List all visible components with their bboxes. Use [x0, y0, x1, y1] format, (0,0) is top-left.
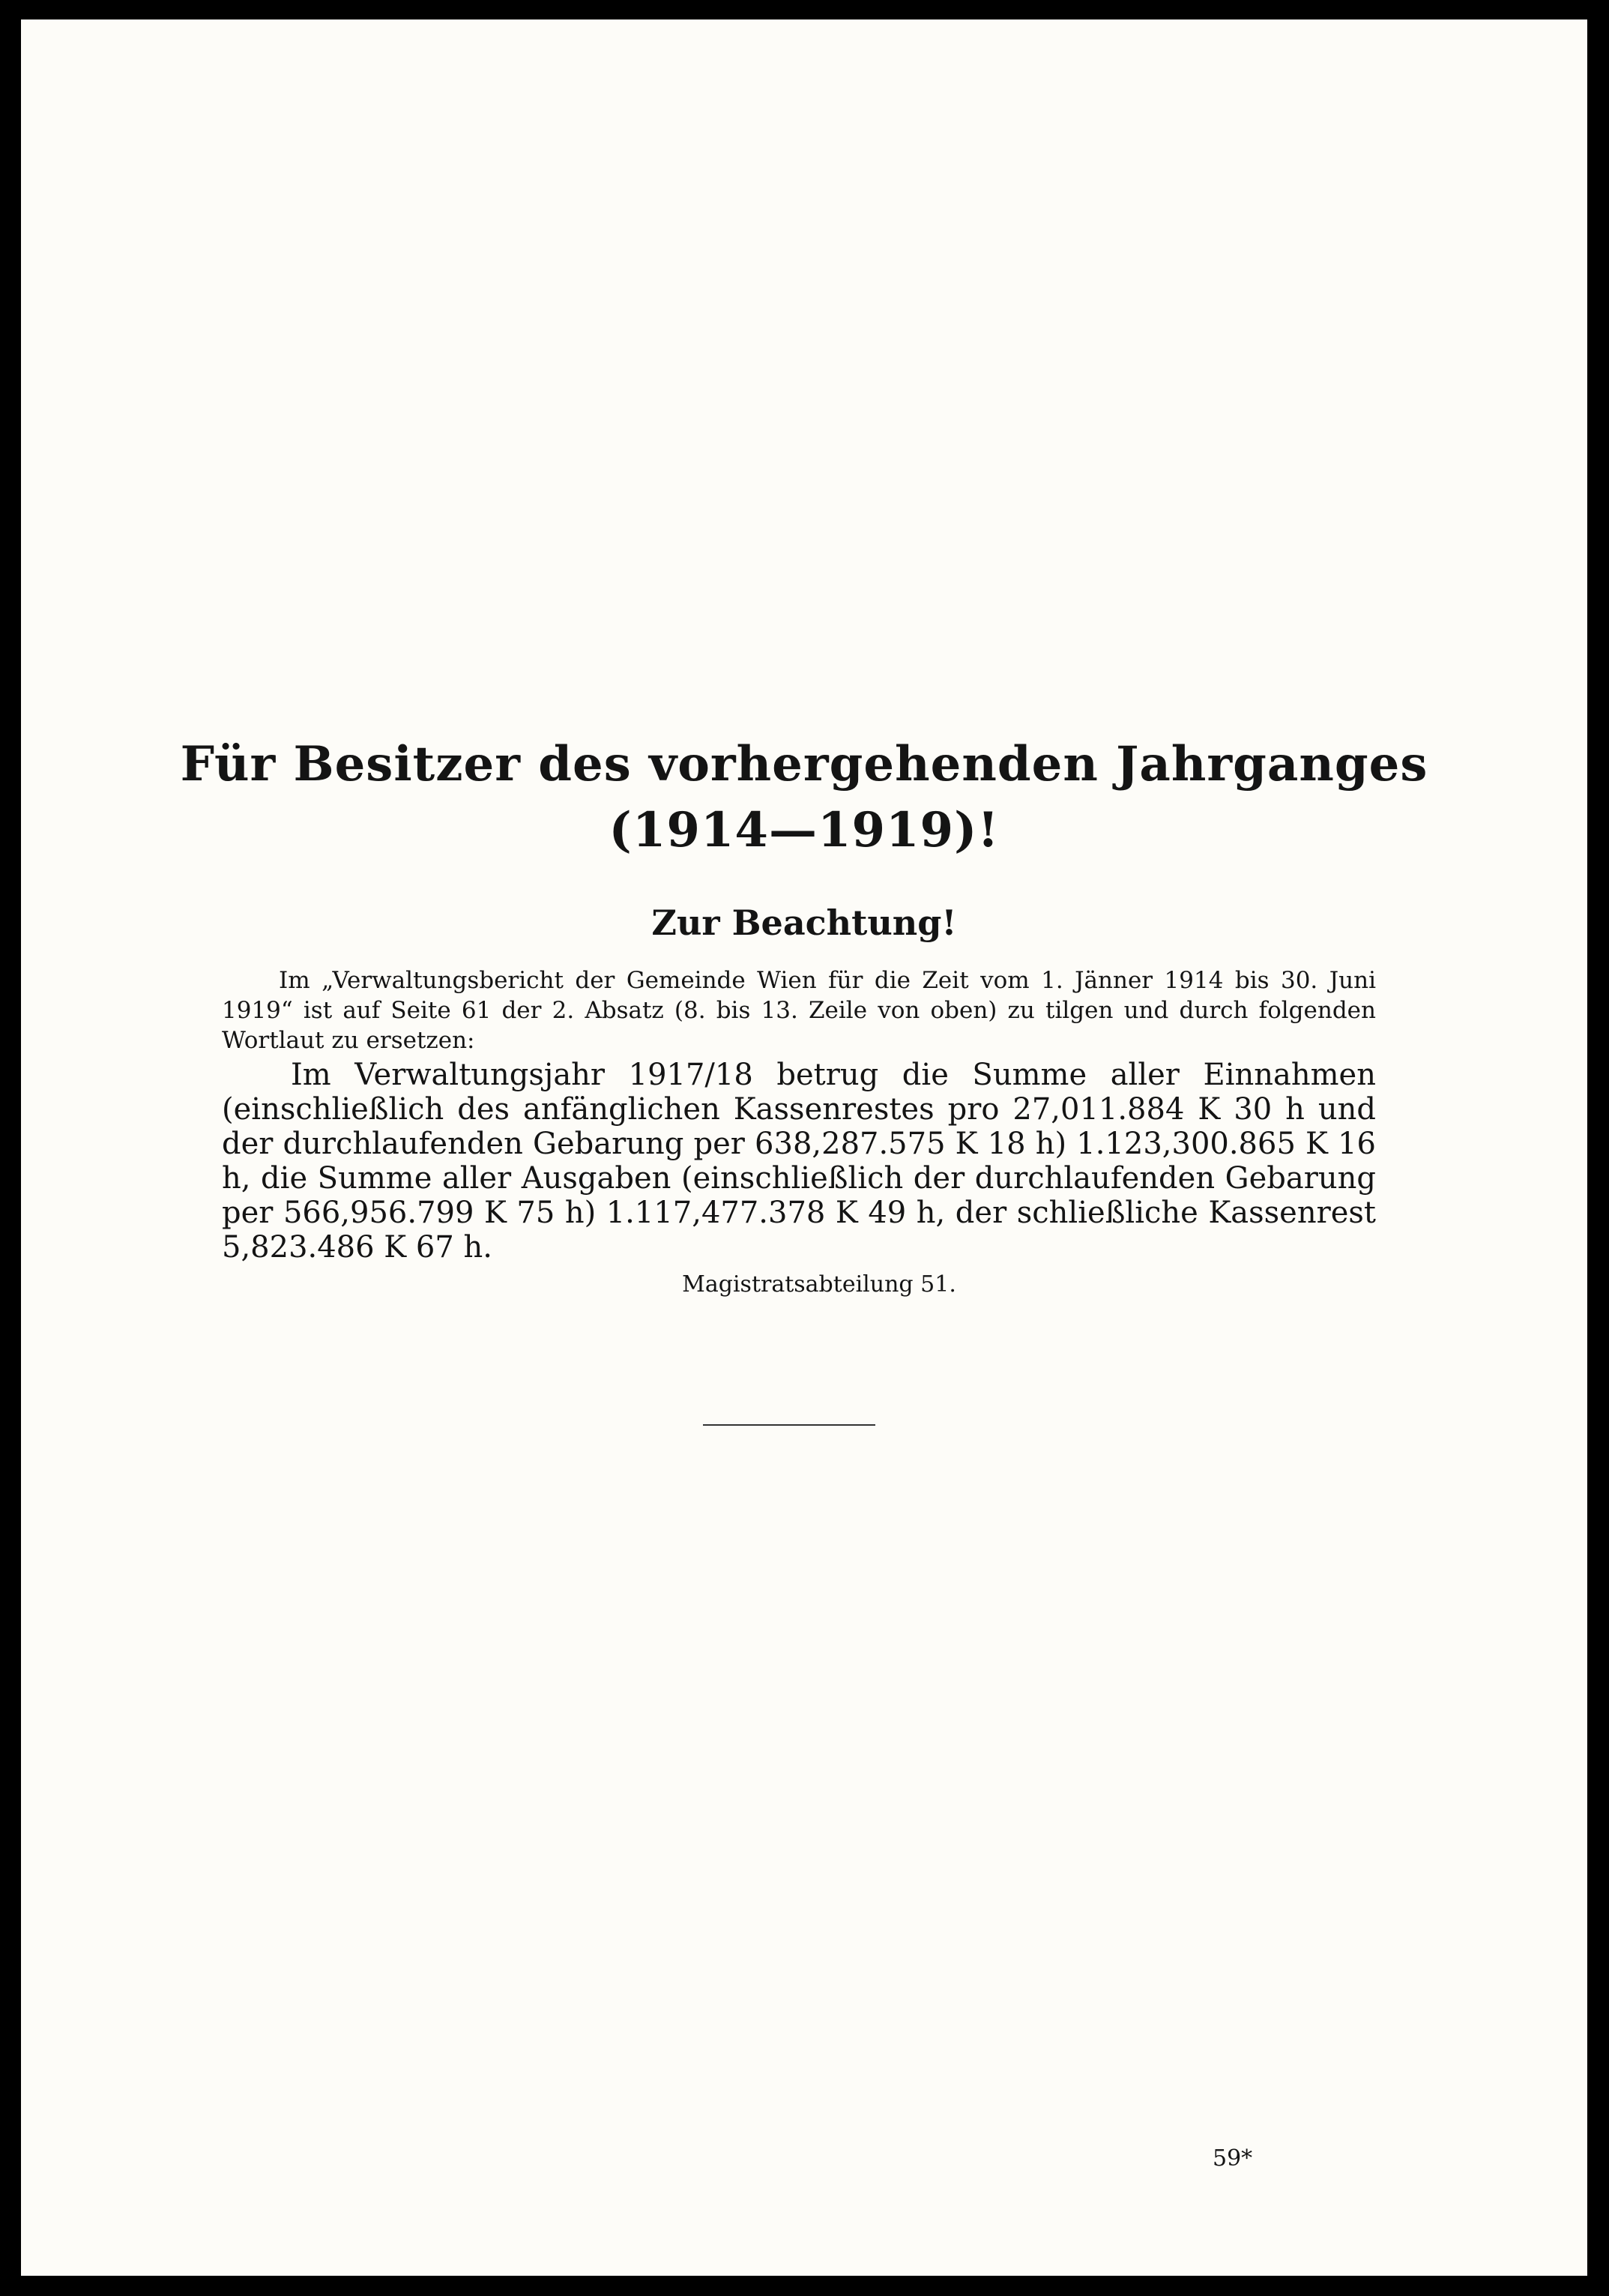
divider-rule: [703, 1424, 875, 1426]
intro-text: Im „Verwaltungsbericht der Gemeinde Wien für die Zeit vom 1. Jänner 1914 bis 30. Juni 1919“ ist auf Seite 61 der 2. Absatz (8. bis 13. Zeile von oben) zu tilgen und durch folgenden Wortlaut zu ersetzen:: [222, 967, 1376, 1054]
replacement-paragraph: Im Verwaltungsjahr 1917/18 betrug die Summe aller Einnahmen (einschließlich des anfänglichen Kassenrestes pro 27,011.884 K 30 h und der durchlaufenden Gebarung per 638,287.575 K 18 h) 1.123,300.865 K 16 h, die Summe aller Ausgaben (einschließlich der durchlaufenden Gebarung per 566,956.799 K 75 h) 1.117,477.378 K 49 h, der schließliche Kassenrest 5,823.486 K 67 h.: [222, 1058, 1376, 1265]
intro-paragraph: [222, 965, 1376, 1055]
document-page: [21, 19, 1587, 2276]
page-number: 59*: [1213, 2145, 1253, 2172]
department-signature: Magistratsabteilung 51.: [682, 1271, 956, 1298]
page-title: [21, 732, 1587, 864]
title-line-1: Für Besitzer des vorhergehenden Jahrganges: [180, 736, 1428, 792]
title-line-2: (1914—1919)!: [609, 802, 1000, 858]
notice-heading: Zur Beachtung!: [651, 903, 957, 943]
